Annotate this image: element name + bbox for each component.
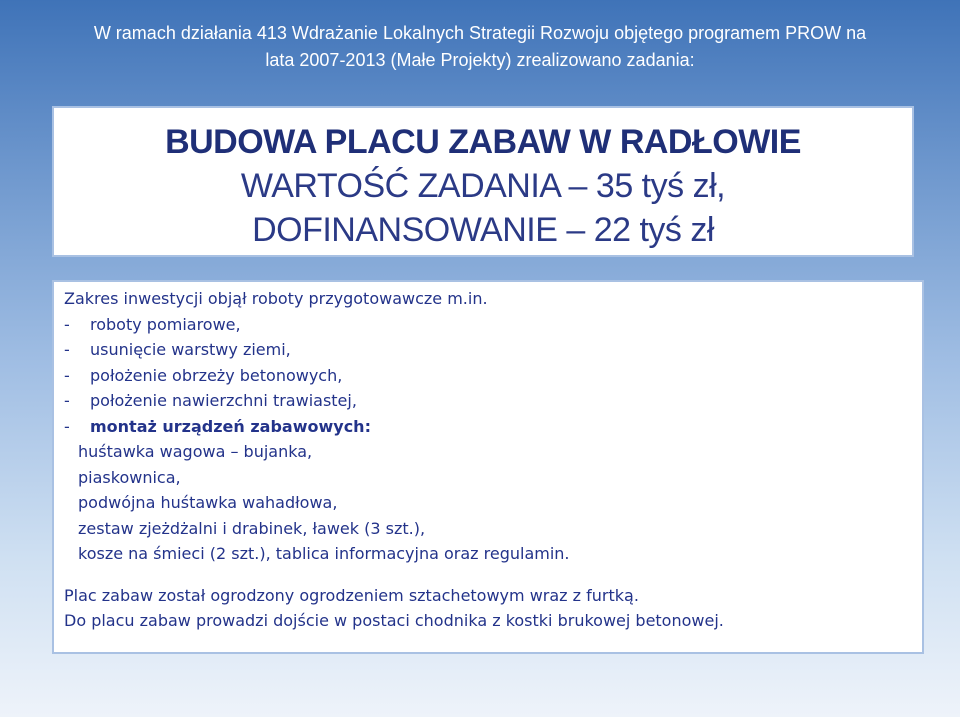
equipment-item: piaskownica,	[78, 467, 181, 487]
title-box	[52, 106, 914, 257]
equipment-item: kosze na śmieci (2 szt.), tablica informacyjna oraz regulamin.	[78, 544, 570, 563]
list-item-text: usunięcie warstwy ziemi,	[90, 340, 291, 359]
list-item-text: położenie obrzeży betonowych,	[90, 365, 343, 385]
list-item-text: montaż urządzeń zabawowych:	[90, 416, 371, 436]
list-item	[64, 312, 922, 338]
intro-text: Zakres inwestycji objął roboty przygotowawcze m.in.	[64, 289, 488, 308]
list-dash: -	[64, 416, 70, 436]
closing-text-1: Plac zabaw został ogrodzony ogrodzeniem sztachetowym wraz z furtką.	[64, 585, 639, 605]
list-item	[64, 363, 922, 389]
list-dash: -	[64, 365, 70, 385]
list-item	[64, 414, 922, 440]
list-item	[64, 337, 922, 363]
header-line-2: lata 2007-2013 (Małe Projekty) zrealizowano zadania:	[265, 50, 695, 70]
list-item-text: roboty pomiarowe,	[90, 314, 241, 334]
list-dash: -	[64, 314, 70, 334]
list-dash: -	[64, 340, 70, 359]
header-text	[30, 20, 930, 74]
spacer	[64, 567, 922, 583]
equipment-item: zestaw zjeżdżalni i drabinek, ławek (3 szt.),	[78, 518, 426, 538]
content-box	[52, 280, 924, 654]
project-value: WARTOŚĆ ZADANIA – 35 tyś zł,	[240, 167, 726, 205]
header-line-1: W ramach działania 413 Wdrażanie Lokalnych Strategii Rozwoju objętego programem PROW na	[93, 23, 867, 43]
closing-text-2: Do placu zabaw prowadzi dojście w postaci chodnika z kostki brukowej betonowej.	[64, 611, 724, 630]
list-item-text: położenie nawierzchni trawiastej,	[90, 391, 357, 410]
list-item	[64, 388, 922, 414]
project-title: BUDOWA PLACU ZABAW W RADŁOWIE	[165, 123, 801, 161]
equipment-item: huśtawka wagowa – bujanka,	[78, 442, 313, 461]
project-funding: DOFINANSOWANIE – 22 tyś zł	[252, 211, 714, 249]
equipment-item: podwójna huśtawka wahadłowa,	[78, 493, 338, 512]
list-dash: -	[64, 391, 70, 410]
